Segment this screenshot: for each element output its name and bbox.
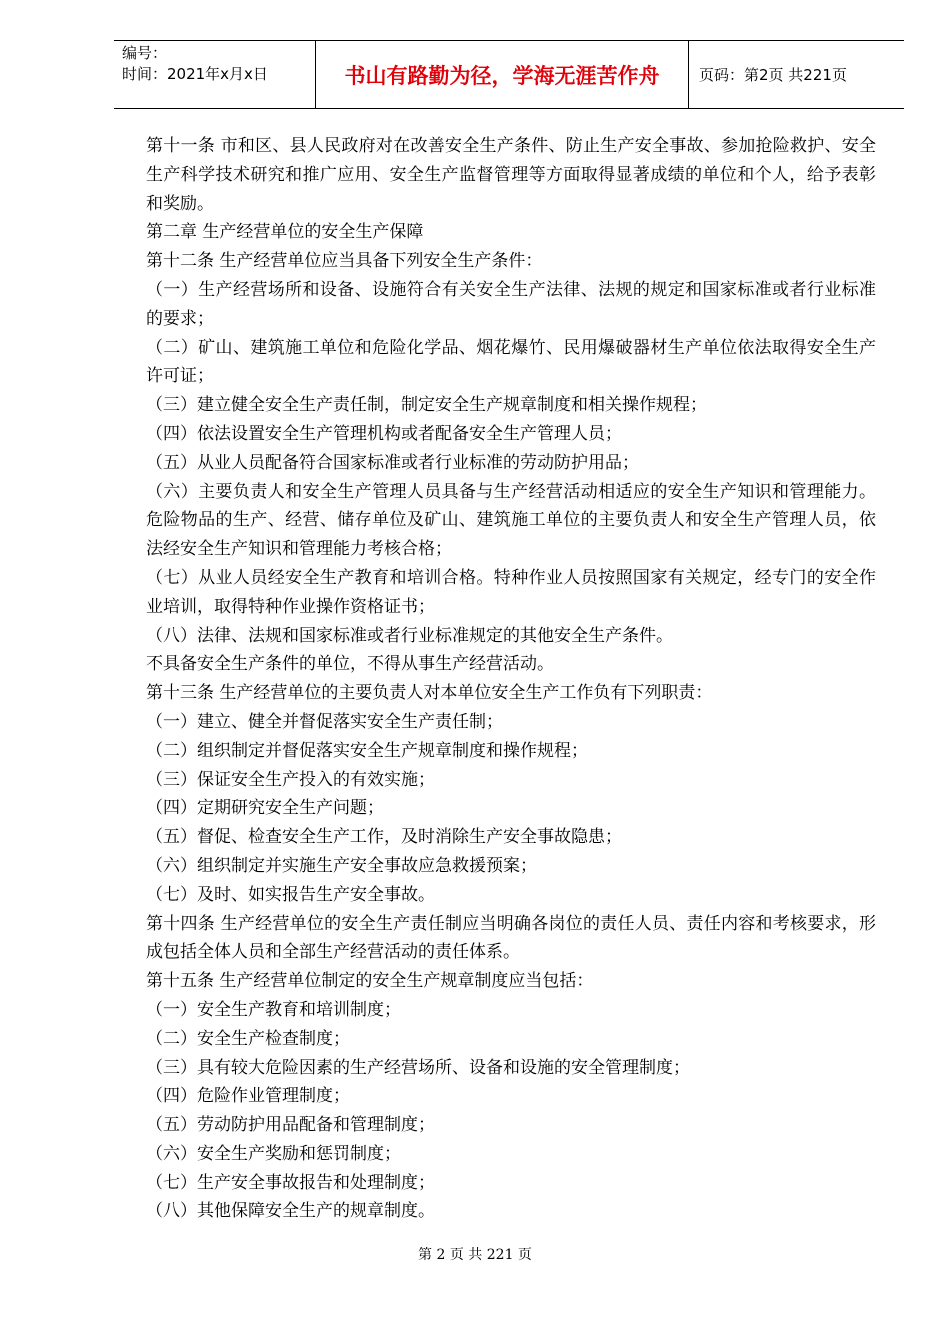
header-meta [114,41,315,108]
paragraph: 第十三条 生产经营单位的主要负责人对本单位安全生产工作负有下列职责： [146,683,713,704]
paragraph: （五）督促、检查安全生产工作，及时消除生产安全事故隐患； [146,827,622,848]
paragraph: （六）主要负责人和安全生产管理人员具备与生产经营活动相适应的安全生产知识和管理能力。危险物品的生产、经营、储存单位及矿山、建筑施工单位的主要负责人和安全生产管理人员，依法经安全生产知识和管理能力考核合格； [146,481,876,560]
paragraph: （七）生产安全事故报告和处理制度； [146,1172,435,1193]
paragraph: （六）安全生产奖励和惩罚制度； [146,1143,401,1164]
header-motto: 书山有路勤为径，学海无涯苦作舟 [315,41,689,108]
paragraph: （一）建立、健全并督促落实安全生产责任制； [146,711,503,732]
page-header [114,40,904,109]
paragraph: 第十四条 生产经营单位的安全生产责任制应当明确各岗位的责任人员、责任内容和考核要求，形成包括全体人员和全部生产经营活动的责任体系。 [146,913,876,963]
paragraph: 第十五条 生产经营单位制定的安全生产规章制度应当包括： [146,971,594,992]
paragraph: （四）依法设置安全生产管理机构或者配备安全生产管理人员； [146,423,622,444]
paragraph: （三）具有较大危险因素的生产经营场所、设备和设施的安全管理制度； [146,1057,690,1078]
paragraph: （三）建立健全安全生产责任制，制定安全生产规章制度和相关操作规程； [146,395,707,416]
page-footer: 第 2 页 共 221 页 [418,1247,532,1263]
paragraph: （一）安全生产教育和培训制度； [146,999,401,1020]
paragraph: （二）安全生产检查制度； [146,1028,350,1049]
paragraph: （三）保证安全生产投入的有效实施； [146,769,435,790]
paragraph: （五）劳动防护用品配备和管理制度； [146,1115,435,1136]
document-number-label: 编号： [122,44,168,62]
paragraph: （二）矿山、建筑施工单位和危险化学品、烟花爆竹、民用爆破器材生产单位依法取得安全生产许可证； [146,337,876,387]
document-body [146,132,876,1226]
paragraph: （四）定期研究安全生产问题； [146,798,384,819]
paragraph: （八）其他保障安全生产的规章制度。 [146,1201,435,1222]
paragraph: （二）组织制定并督促落实安全生产规章制度和操作规程； [146,740,588,761]
paragraph: 第十一条 市和区、县人民政府对在改善安全生产条件、防止生产安全事故、参加抢险救护、安全生产科学技术研究和推广应用、安全生产监督管理等方面取得显著成绩的单位和个人，给予表彰和奖励。 [146,136,876,214]
paragraph: （一）生产经营场所和设备、设施符合有关安全生产法律、法规的规定和国家标准或者行业标准的要求； [146,279,876,329]
chapter-heading: 第二章 生产经营单位的安全生产保障 [146,222,424,243]
paragraph: 不具备安全生产条件的单位，不得从事生产经营活动。 [146,654,554,675]
paragraph: 第十二条 生产经营单位应当具备下列安全生产条件： [146,251,543,272]
paragraph: （八）法律、法规和国家标准或者行业标准规定的其他安全生产条件。 [146,625,673,646]
document-time-label: 时间：2021年x月x日 [122,65,268,83]
paragraph: （七）从业人员经安全生产教育和培训合格。特种作业人员按照国家有关规定，经专门的安全作业培训，取得特种作业操作资格证书； [146,567,876,617]
paragraph: （四）危险作业管理制度； [146,1086,350,1107]
paragraph: （七）及时、如实报告生产安全事故。 [146,884,435,905]
paragraph: （六）组织制定并实施生产安全事故应急救援预案； [146,855,537,876]
paragraph: （五）从业人员配备符合国家标准或者行业标准的劳动防护用品； [146,452,639,473]
header-page-label: 页码：第2页 共221页 [699,66,847,84]
